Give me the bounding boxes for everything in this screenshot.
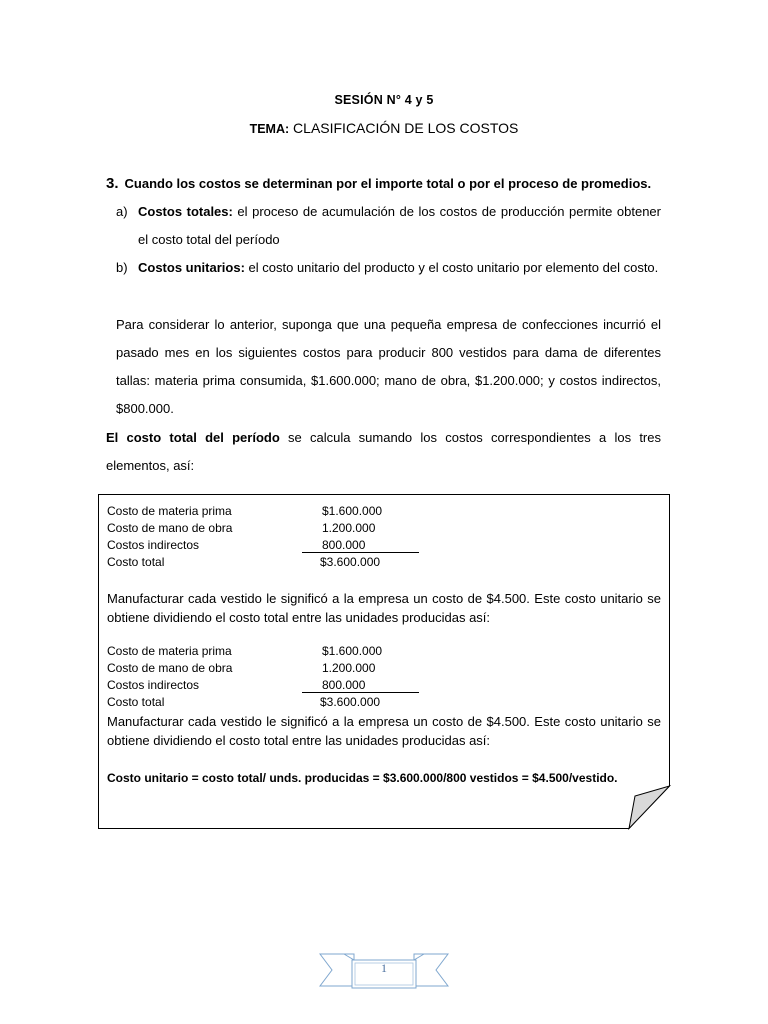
table-row: Costo total $3.600.000	[107, 555, 381, 569]
box-paragraph-2: Manufacturar cada vestido le significó a la empresa un costo de $4.500. Este costo unitario se obtiene dividiendo el costo total entre las unidades producidas así:	[107, 714, 661, 748]
session-title: SESIÓN N° 4 y 5	[334, 93, 434, 107]
example-paragraph: Para considerar lo anterior, suponga que una pequeña empresa de confecciones incurrió el pasado mes en los siguientes costos para producir 800 vestidos para dama de diferentes tallas: materia prima consumida, $1.600.000; mano de obra, $1.200.000; y costos indirectos, $800.000.	[116, 317, 661, 416]
topic-text: CLASIFICACIÓN DE LOS COSTOS	[293, 120, 519, 136]
total-cost-text: se calcula sumando los costos correspondientes a los tres elementos, así:	[106, 430, 661, 473]
table-row: Costo de mano de obra 1.200.000	[107, 521, 376, 535]
table-row: Costo de mano de obra 1.200.000	[107, 661, 376, 675]
total-cost-term: El costo total del período	[106, 430, 280, 445]
list-term: Costos unitarios:	[138, 260, 245, 275]
list-item-a	[116, 198, 661, 254]
table-row: Costo total $3.600.000	[107, 695, 381, 709]
list-text: el proceso de acumulación de los costos de producción permite obtener el costo total del período	[138, 204, 661, 247]
section-3-heading	[106, 175, 666, 192]
list-marker: a)	[116, 204, 128, 219]
list-item-b	[116, 254, 661, 282]
box-paragraph-1: Manufacturar cada vestido le significó a la empresa un costo de $4.500. Este costo unitario se obtiene dividiendo el costo total entre las unidades producidas así:	[107, 591, 661, 625]
sum-underline	[302, 692, 419, 693]
total-cost-intro	[106, 424, 661, 480]
table-row: Costos indirectos 800.000	[107, 678, 366, 692]
cost-table-1	[107, 503, 427, 571]
list-marker: b)	[116, 260, 128, 275]
section-number: 3.	[106, 175, 119, 192]
cost-table-2	[107, 643, 427, 711]
list-text: el costo unitario del producto y el costo unitario por elemento del costo.	[248, 260, 659, 275]
topic-label: TEMA:	[249, 122, 290, 136]
sum-underline	[302, 552, 419, 553]
list-term: Costos totales:	[138, 204, 233, 219]
section-heading-text: Cuando los costos se determinan por el importe total o por el proceso de promedios.	[124, 176, 652, 191]
table-row: Costo de materia prima $1.600.000	[107, 504, 383, 518]
topic-title	[0, 120, 768, 136]
table-row: Costos indirectos 800.000	[107, 538, 366, 552]
table-row: Costo de materia prima $1.600.000	[107, 644, 383, 658]
page-number: 1	[381, 961, 387, 975]
unit-cost-formula: Costo unitario = costo total/ unds. producidas = $3.600.000/800 vestidos = $4.500/vestido.	[107, 771, 618, 785]
